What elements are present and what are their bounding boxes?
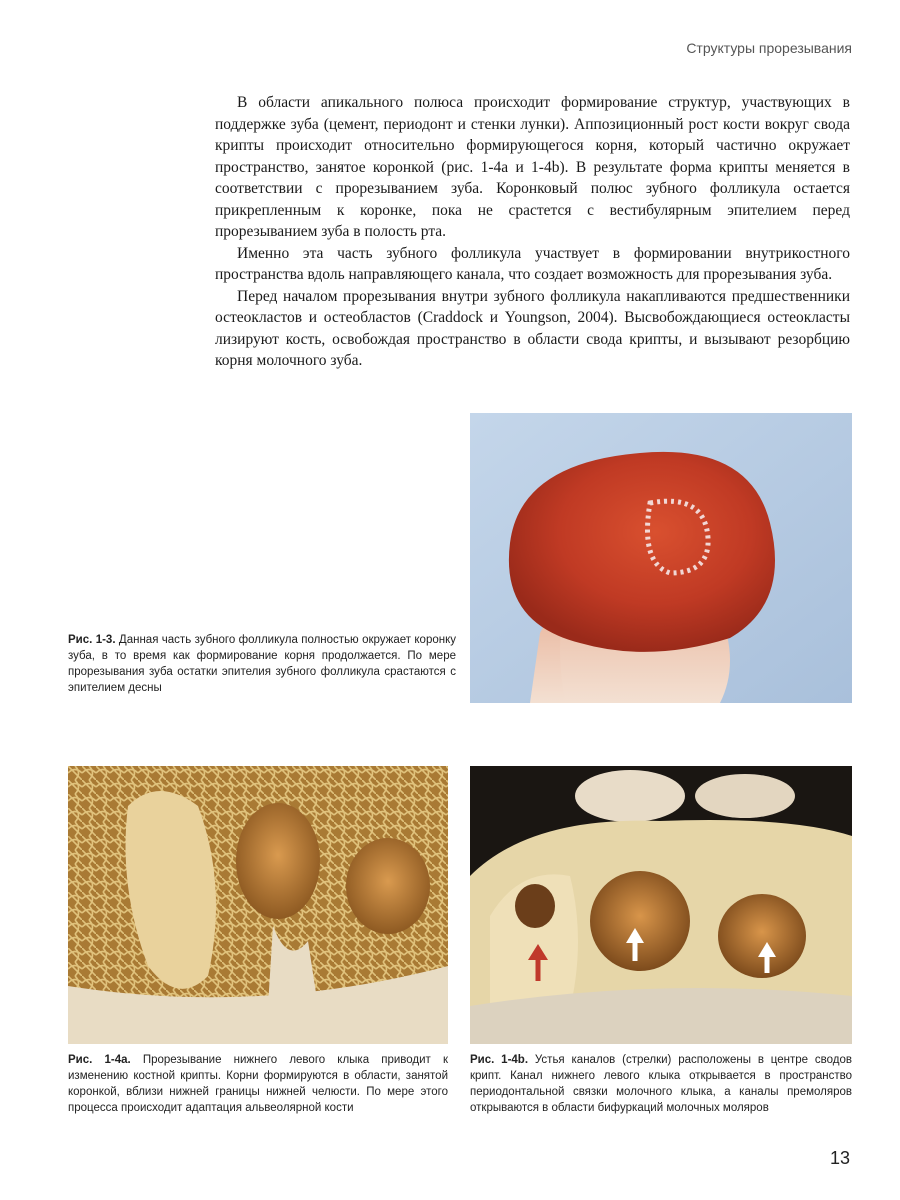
body-text bbox=[215, 92, 850, 372]
figure-1-4b-photo bbox=[470, 766, 852, 1044]
figure-1-4a-photo bbox=[68, 766, 448, 1044]
paragraph: В области апикального полюса происходит формирование структур, участвующих в поддержке зуба (цемент, периодонт и стенки лунки). Аппозиционный рост кости вокруг свода крипты происходит относительно формирующегося корня, который частично окружает пространство, занятое коронкой (рис. 1-4a и 1-4b). В результате форма крипты меняется в соответствии с прорезыванием зуба. Коронковый полюс зубного фолликула остается прикрепленным к коронке, пока не срастется с вестибулярным эпителием перед прорезыванием зуба в полость рта. bbox=[215, 94, 850, 240]
figure-1-4b-caption bbox=[470, 1052, 852, 1116]
paragraph: Перед началом прорезывания внутри зубного фолликула накапливаются предшественники остеокластов и остеобластов (Craddock и Youngson, 2004). Высвобождающиеся остеокласты лизируют кость, освобождая пространство в области свода крипты, и вызывают резорбцию корня молочного зуба. bbox=[215, 287, 850, 369]
caption-text: Устья каналов (стрелки) расположены в центре сводов крипт. Канал нижнего левого клыка открывается в пространство периодонтальной связки молочного клыка, а каналы премоляров открываются в области бифуркаций молочных моляров bbox=[470, 1054, 852, 1114]
figure-label: Рис. 1-4b. bbox=[470, 1054, 529, 1066]
caption-text: Данная часть зубного фолликула полностью окружает коронку зуба, в то время как формирование корня продолжается. По мере прорезывания зуба остатки эпителия зубного фолликула срастаются с эпителием десны bbox=[68, 634, 456, 694]
page-number: 13 bbox=[829, 1148, 850, 1168]
running-head: Структуры прорезывания bbox=[686, 40, 852, 56]
figure-label: Рис. 1-3. bbox=[68, 634, 116, 646]
figure-1-3-caption bbox=[68, 632, 456, 696]
figure-1-4a-caption bbox=[68, 1052, 448, 1116]
paragraph: Именно эта часть зубного фолликула участвует в формировании внутрикостного пространства вдоль направляющего канала, что создает возможность для прорезывания зуба. bbox=[215, 244, 850, 283]
caption-text: Прорезывание нижнего левого клыка приводит к изменению костной крипты. Корни формируются в области, занятой коронкой, вблизи нижней границы нижней челюсти. По мере этого процесса происходит адаптация альвеолярной кости bbox=[68, 1054, 448, 1114]
figure-label: Рис. 1-4a. bbox=[68, 1054, 131, 1066]
figure-1-3-photo bbox=[470, 413, 852, 703]
